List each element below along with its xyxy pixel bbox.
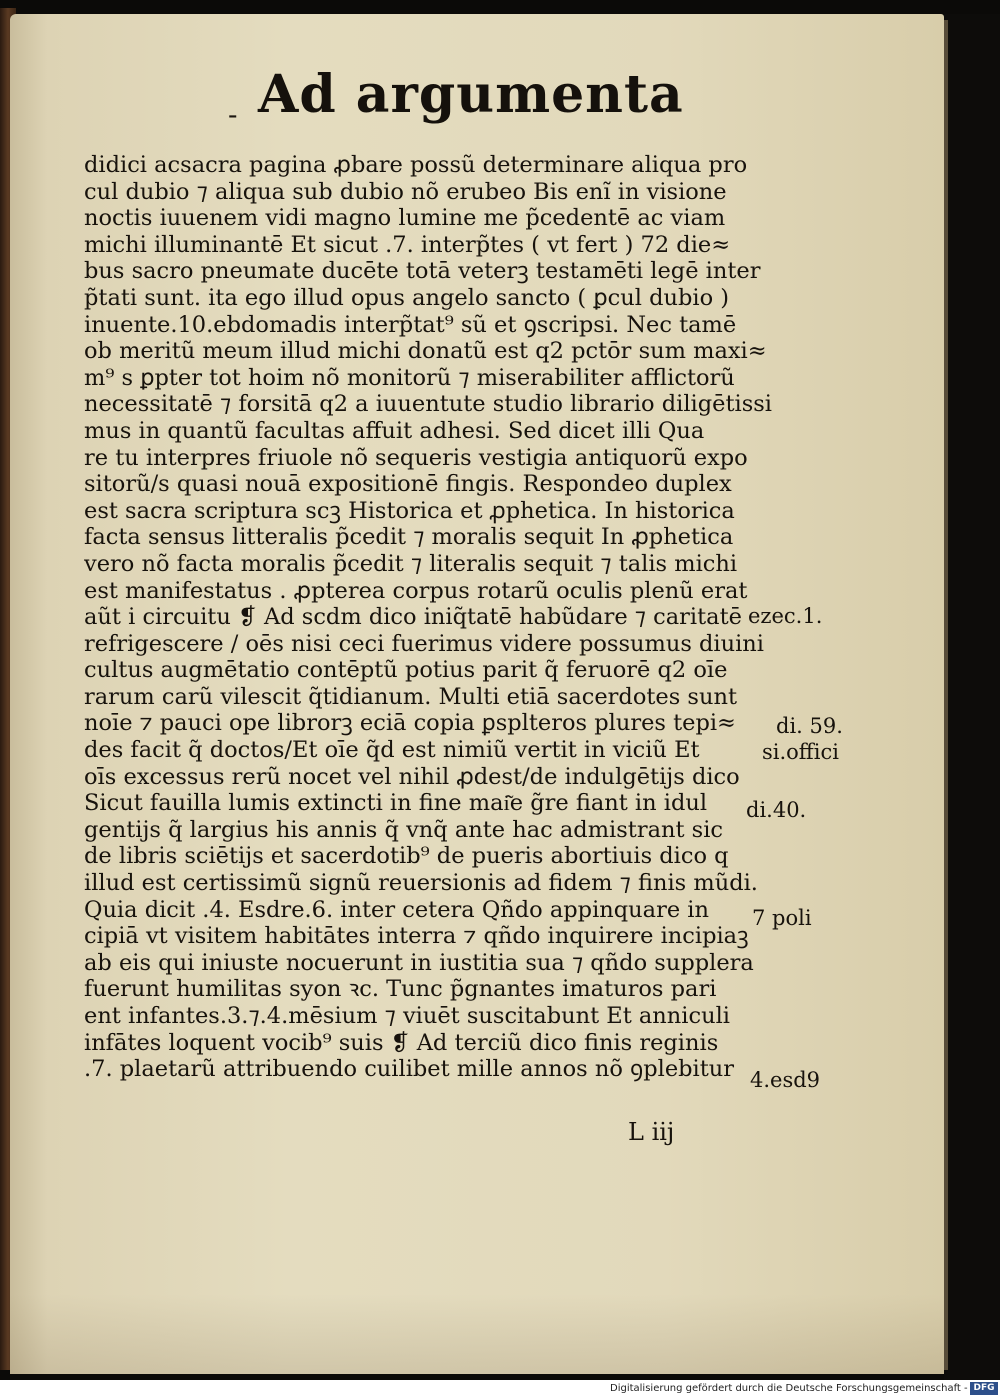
margin-note: si.offici	[762, 740, 839, 764]
margin-note: di. 59.	[776, 714, 843, 738]
text-line: rarum carũ vilescit q̃tidianum. Multi etiā sacerdotes sunt	[84, 683, 737, 710]
text-line: p̃tati sunt. ita ego illud opus angelo sancto ( ꝑcul dubio )	[84, 284, 730, 311]
text-line: refrigescere / oēs nisi ceci fuerimus videre possumus diuini	[84, 630, 764, 657]
text-line: noctis iuuenem vidi magno lumine me p̃cedentē ac viam	[84, 205, 726, 232]
heading-ornament-dash: -	[228, 98, 238, 131]
text-line: Sicut fauilla lumis extincti in fine mai͂e g̃re fiant in idul	[84, 790, 708, 817]
text-line: m⁹ s ꝑpter tot hoim nõ monitorũ ⁊ miserabiliter afflictorũ	[84, 364, 735, 391]
text-line: infātes loquent vocib⁹ suis ❡ Ad terciũ dico finis reginis	[84, 1029, 719, 1056]
body-text-block	[84, 152, 774, 1083]
text-line: sitorũ/s quasi nouā expositionē fingis. Respondeo duplex	[84, 471, 732, 498]
text-line: cultus augmētatio contēptũ potius parit q̃ feruorē q2 oīe	[84, 657, 728, 684]
footer-credit-text: Digitalisierung gefördert durch die Deutsche Forschungsgemeinschaft -	[610, 1383, 968, 1394]
text-line: ab eis qui iniuste nocuerunt in iustitia sua ⁊ qñdo supplera	[84, 949, 754, 976]
scan-right-margin	[944, 14, 1000, 1380]
text-line: oīs excessus rerũ nocet vel nihil ꝓdest/de indulgētijs dico	[84, 763, 740, 790]
margin-note: 4.esd9	[750, 1068, 821, 1092]
dfg-logo-icon: DFG	[970, 1382, 998, 1395]
text-line: noīe ⁊ pauci ope librorꝫ eciā copia ꝑsplteros plures tepi≈	[84, 710, 736, 737]
text-line: vero nõ facta moralis p̃cedit ⁊ literalis sequit ⁊ talis michi	[84, 550, 738, 577]
text-line: est manifestatus . ꝓpterea corpus rotarũ oculis plenũ erat	[84, 577, 748, 604]
text-line: .7. plaetarũ attribuendo cuilibet mille annos nõ ꝯplebitur	[84, 1056, 735, 1083]
text-line: est sacra scriptura scꝫ Historica et ꝓphetica. In historica	[84, 497, 735, 524]
text-line: inuente.10.ebdomadis interp̃tat⁹ sũ et ꝯscripsi. Nec tamē	[84, 311, 737, 338]
margin-note: 7 poli	[752, 906, 812, 930]
text-line: des facit q̃ doctos/Et oīe q̃d est nimiũ vertit in viciũ Et	[84, 737, 700, 764]
text-line: necessitatē ⁊ forsitā q2 a iuuentute studio librario diligētissi	[84, 391, 772, 418]
text-line: facta sensus litteralis p̃cedit ⁊ moralis sequit In ꝓphetica	[84, 524, 734, 551]
page-edge-strip	[944, 20, 948, 1370]
text-line: Quia dicit .4. Esdre.6. inter cetera Qñdo appinquare in	[84, 896, 709, 923]
text-line: gentijs q̃ largius his annis q̃ vnq̃ ante hac admistrant sic	[84, 816, 724, 843]
text-line: cipiā vt visitem habitātes interra ⁊ qñdo inquirere incipiaꝫ	[84, 923, 749, 950]
footer-bar	[610, 1380, 1000, 1397]
text-line: fuerunt humilitas syon ꝛc. Tunc p̃gnantes imaturos pari	[84, 976, 717, 1003]
margin-note: ezec.1.	[748, 604, 823, 628]
margin-note: di.40.	[746, 798, 807, 822]
page-heading: Ad argumenta	[258, 64, 684, 125]
text-line: didici acsacra pagina ꝓbare possũ determinare aliqua pro	[84, 152, 748, 178]
text-line: aũt i circuitu ❡ Ad scdm dico iniq̃tatē habũdare ⁊ caritatē	[84, 604, 742, 631]
text-line: illud est certissimũ signũ reuersionis ad fidem ⁊ finis mũdi.	[84, 870, 758, 897]
text-line: mus in quantũ facultas affuit adhesi. Sed dicet illi Qua	[84, 417, 705, 444]
text-line: bus sacro pneumate ducēte totā veterꝫ testamēti legē inter	[84, 258, 761, 285]
text-line: ob meritũ meum illud michi donatũ est q2 pctōr sum maxi≈	[84, 338, 767, 365]
text-line: de libris sciētijs et sacerdotib⁹ de pueris abortiuis dico q	[84, 843, 729, 870]
text-line: ent infantes.3.⁊.4.mēsium ⁊ viuēt suscitabunt Et anniculi	[84, 1003, 730, 1029]
text-line: michi illuminantē Et sicut .7. interp̃tes ( vt fert ) 72 die≈	[84, 231, 731, 258]
text-line: cul dubio ⁊ aliqua sub dubio nõ erubeo Bis enĩ in visione	[84, 178, 727, 205]
text-line: re tu interpres friuole nõ sequeris vestigia antiquorũ expo	[84, 444, 748, 471]
signature-mark: L iij	[628, 1118, 675, 1146]
